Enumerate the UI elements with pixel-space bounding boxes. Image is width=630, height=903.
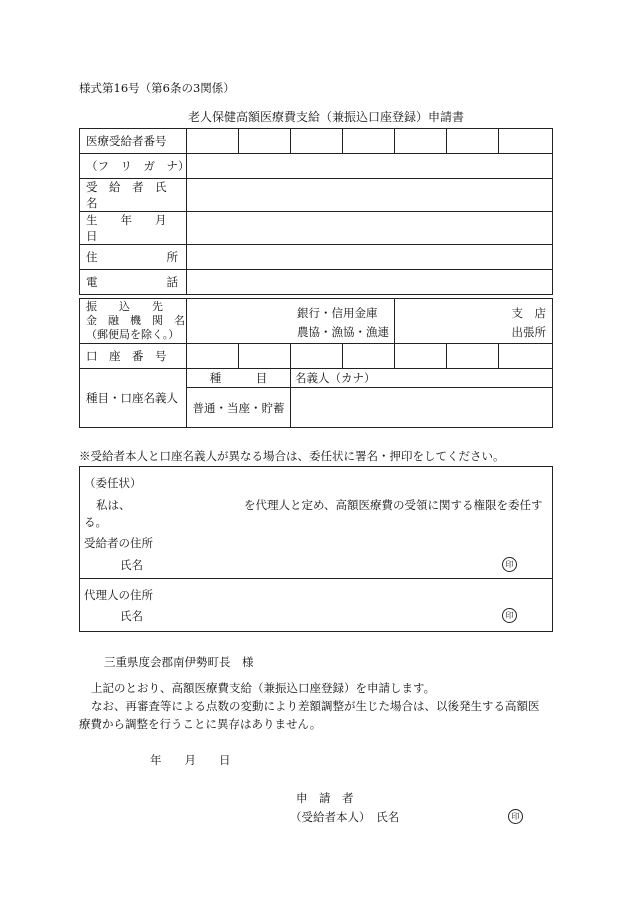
account-type-field[interactable]: 普通・当座・貯蓄 xyxy=(187,388,291,428)
page-title: 老人保健高額医療費支給（兼振込口座登録）申請書 xyxy=(188,110,465,124)
seal-icon: 印 xyxy=(508,809,523,824)
date-line: 年 月 日 xyxy=(150,753,231,767)
digit-cell[interactable] xyxy=(187,344,239,369)
recipient-address-label: 受給者の住所 xyxy=(84,536,153,550)
addressee: 三重県度会郡南伊勢町長 様 xyxy=(104,655,254,669)
bank-label-line: 振 込 先 xyxy=(86,300,163,313)
bank-label-line: 金 融 機 関 名 xyxy=(86,314,185,327)
bank-table xyxy=(79,298,553,428)
bank-label-line: （郵便局を除く。） xyxy=(86,328,180,341)
row-account-number xyxy=(80,344,553,369)
delegation-line2: る。 xyxy=(84,515,107,529)
recipient-table xyxy=(79,128,553,295)
label-account-number: 口 座 番 号 xyxy=(80,344,187,369)
address-field[interactable] xyxy=(187,245,553,270)
row-phone xyxy=(80,270,553,295)
phone-field[interactable] xyxy=(187,270,553,295)
recipient-name-label: 氏名 xyxy=(120,558,143,572)
branch-option-1: 支 店 xyxy=(511,306,547,320)
digit-cell[interactable] xyxy=(395,344,447,369)
label-furigana: （フ リ ガ ナ） xyxy=(80,154,187,179)
delegation-line1-prefix: 私は、 xyxy=(96,498,131,512)
label-name: 受 給 者 氏 名 xyxy=(80,179,187,212)
row-address xyxy=(80,245,553,270)
bank-type-options-2: 農協・漁協・漁連 xyxy=(297,325,389,339)
label-recipient-number: 医療受給者番号 xyxy=(80,129,187,154)
seal-icon: 印 xyxy=(502,557,517,572)
row-bank xyxy=(80,299,553,344)
row-recipient-number xyxy=(80,129,553,154)
body-line3: 療費から調整を行うことに異存はありません。 xyxy=(79,717,322,731)
holder-header: 名義人（カナ） xyxy=(291,369,553,388)
applicant-name-line: （受給者本人） 氏名 xyxy=(290,810,400,824)
digit-cell[interactable] xyxy=(343,129,395,154)
row-account-type-header xyxy=(80,369,553,388)
digit-cell[interactable] xyxy=(239,129,291,154)
name-field[interactable] xyxy=(187,179,553,212)
label-birthdate: 生 年 月 日 xyxy=(80,212,187,245)
row-name xyxy=(80,179,553,212)
seal-icon: 印 xyxy=(502,608,517,623)
birthdate-field[interactable] xyxy=(187,212,553,245)
bank-type-options-1: 銀行・信用金庫 xyxy=(297,306,378,320)
applicant-label: 申 請 者 xyxy=(296,791,354,805)
type-header: 種 目 xyxy=(187,369,291,388)
digit-cell[interactable] xyxy=(447,129,499,154)
delegation-divider xyxy=(79,578,552,579)
row-furigana xyxy=(80,154,553,179)
agent-address-label: 代理人の住所 xyxy=(84,588,153,602)
delegation-line1-rest: を代理人と定め、高額医療費の受領に関する権限を委任す xyxy=(244,498,543,512)
digit-cell[interactable] xyxy=(291,344,343,369)
branch-option-2: 出張所 xyxy=(511,325,547,339)
row-birthdate xyxy=(80,212,553,245)
holder-name-field[interactable] xyxy=(291,388,553,428)
digit-cell[interactable] xyxy=(395,129,447,154)
label-phone: 電 話 xyxy=(80,270,187,295)
body-line1: 上記のとおり、高額医療費支給（兼振込口座登録）を申請します。 xyxy=(91,681,436,695)
delegation-heading: （委任状） xyxy=(84,476,142,490)
notice-text: ※受給者本人と口座名義人が異なる場合は、委任状に署名・押印をしてください。 xyxy=(79,449,505,463)
label-address: 住 所 xyxy=(80,245,187,270)
digit-cell[interactable] xyxy=(447,344,499,369)
furigana-field[interactable] xyxy=(187,154,553,179)
label-bank xyxy=(80,299,187,344)
branch-name-field[interactable] xyxy=(395,299,553,344)
digit-cell[interactable] xyxy=(239,344,291,369)
digit-cell[interactable] xyxy=(499,129,553,154)
digit-cell[interactable] xyxy=(499,344,553,369)
label-account-type: 種目・口座名義人 xyxy=(80,369,187,428)
digit-cell[interactable] xyxy=(187,129,239,154)
form-number: 様式第16号（第6条の3関係） xyxy=(79,81,235,95)
digit-cell[interactable] xyxy=(343,344,395,369)
body-line2: なお、再審査等による点数の変動により差額調整が生じた場合は、以後発生する高額医 xyxy=(91,699,540,713)
bank-name-field[interactable] xyxy=(187,299,395,344)
agent-name-label: 氏名 xyxy=(120,609,143,623)
digit-cell[interactable] xyxy=(291,129,343,154)
